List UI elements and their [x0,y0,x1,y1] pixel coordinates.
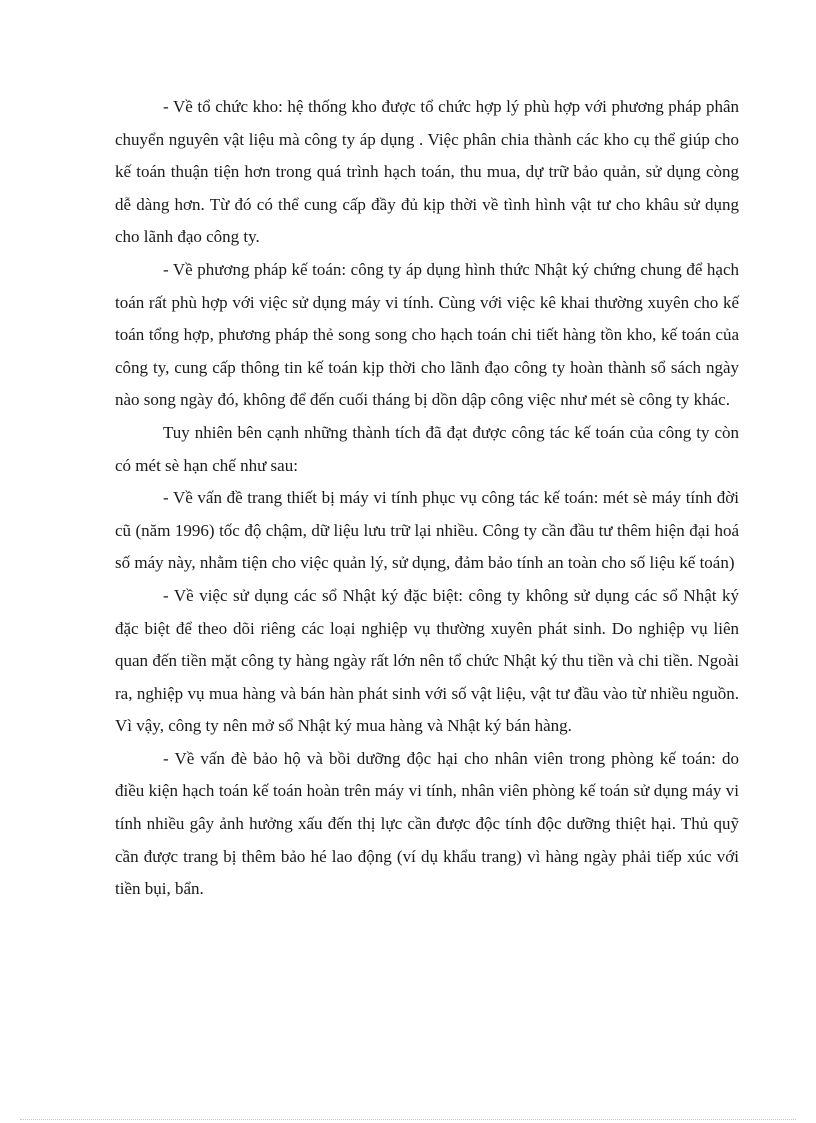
paragraph-special-journals: - Về việc sử dụng các sổ Nhật ký đặc biệt: công ty không sử dụng các sổ Nhật ký đặc biệt để theo dõi riêng các loại nghiệp vụ thường xuyên phát sinh. Do nghiệp vụ liên quan đến tiền mặt công ty hàng ngày rất lớn nên tổ chức Nhật ký thu tiền và chi tiền. Ngoài ra, nghiệp vụ mua hàng và bán hàn phát sinh với số vật liệu, vật tư đầu vào từ nhiều nguồn. Vì vậy, công ty nên mở sổ Nhật ký mua hàng và Nhật ký bán hàng. [115,585,739,736]
paragraph-limitations-intro: Tuy nhiên bên cạnh những thành tích đã đạt được công tác kế toán của công ty còn có mét sè hạn chế như sau: [115,422,739,475]
page-bottom-divider [20,1119,796,1120]
document-body [115,91,739,906]
paragraph-accounting-method: - Về phương pháp kế toán: công ty áp dụng hình thức Nhật ký chứng chung để hạch toán rất phù hợp với việc sử dụng máy vi tính. Cùng với việc kê khai thường xuyên cho kế toán tổng hợp, phương pháp thẻ song song cho hạch toán chi tiết hàng tồn kho, kế toán của công ty, cung cấp thông tin kế toán kịp thời cho lãnh đạo công ty hoàn thành sổ sách ngày nào song ngày đó, không để đến cuối tháng bị dồn dập công việc như mét sè công ty khác. [115,259,739,410]
paragraph-staff-protection: - Về vấn đè bảo hộ và bồi dưỡng độc hại cho nhân viên trong phòng kế toán: do điều kiện hạch toán kế toán hoàn trên máy vi tính, nhân viên phòng kế toán sử dụng máy vi tính nhiều gây ảnh hưởng xấu đến thị lực cần được độc tính độc dưỡng thiệt hại. Thủ quỹ cần được trang bị thêm bảo hé lao động (ví dụ khẩu trang) vì hàng ngày phải tiếp xúc với tiền bụi, bẩn. [115,748,739,899]
paragraph-warehouse-organization: - Về tổ chức kho: hệ thống kho được tổ chức hợp lý phù hợp với phương pháp phân chuyển nguyên vật liệu mà công ty áp dụng . Việc phân chia thành các kho cụ thể giúp cho kế toán thuận tiện hơn trong quá trình hạch toán, thu mua, dự trữ bảo quản, sử dụng còng dễ dàng hơn. Từ đó có thể cung cấp đầy đủ kịp thời về tình hình vật tư cho khâu sử dụng cho lãnh đạo công ty. [115,97,739,247]
paragraph-computer-equipment: - Về vấn đề trang thiết bị máy vi tính phục vụ công tác kế toán: mét sè máy tính đời cũ (năm 1996) tốc độ chậm, dữ liệu lưu trữ lại nhiều. Công ty cần đầu tư thêm hiện đại hoá số máy này, nhằm tiện cho việc quản lý, sử dụng, đảm bảo tính an toàn cho số liệu kế toán) [115,488,739,573]
